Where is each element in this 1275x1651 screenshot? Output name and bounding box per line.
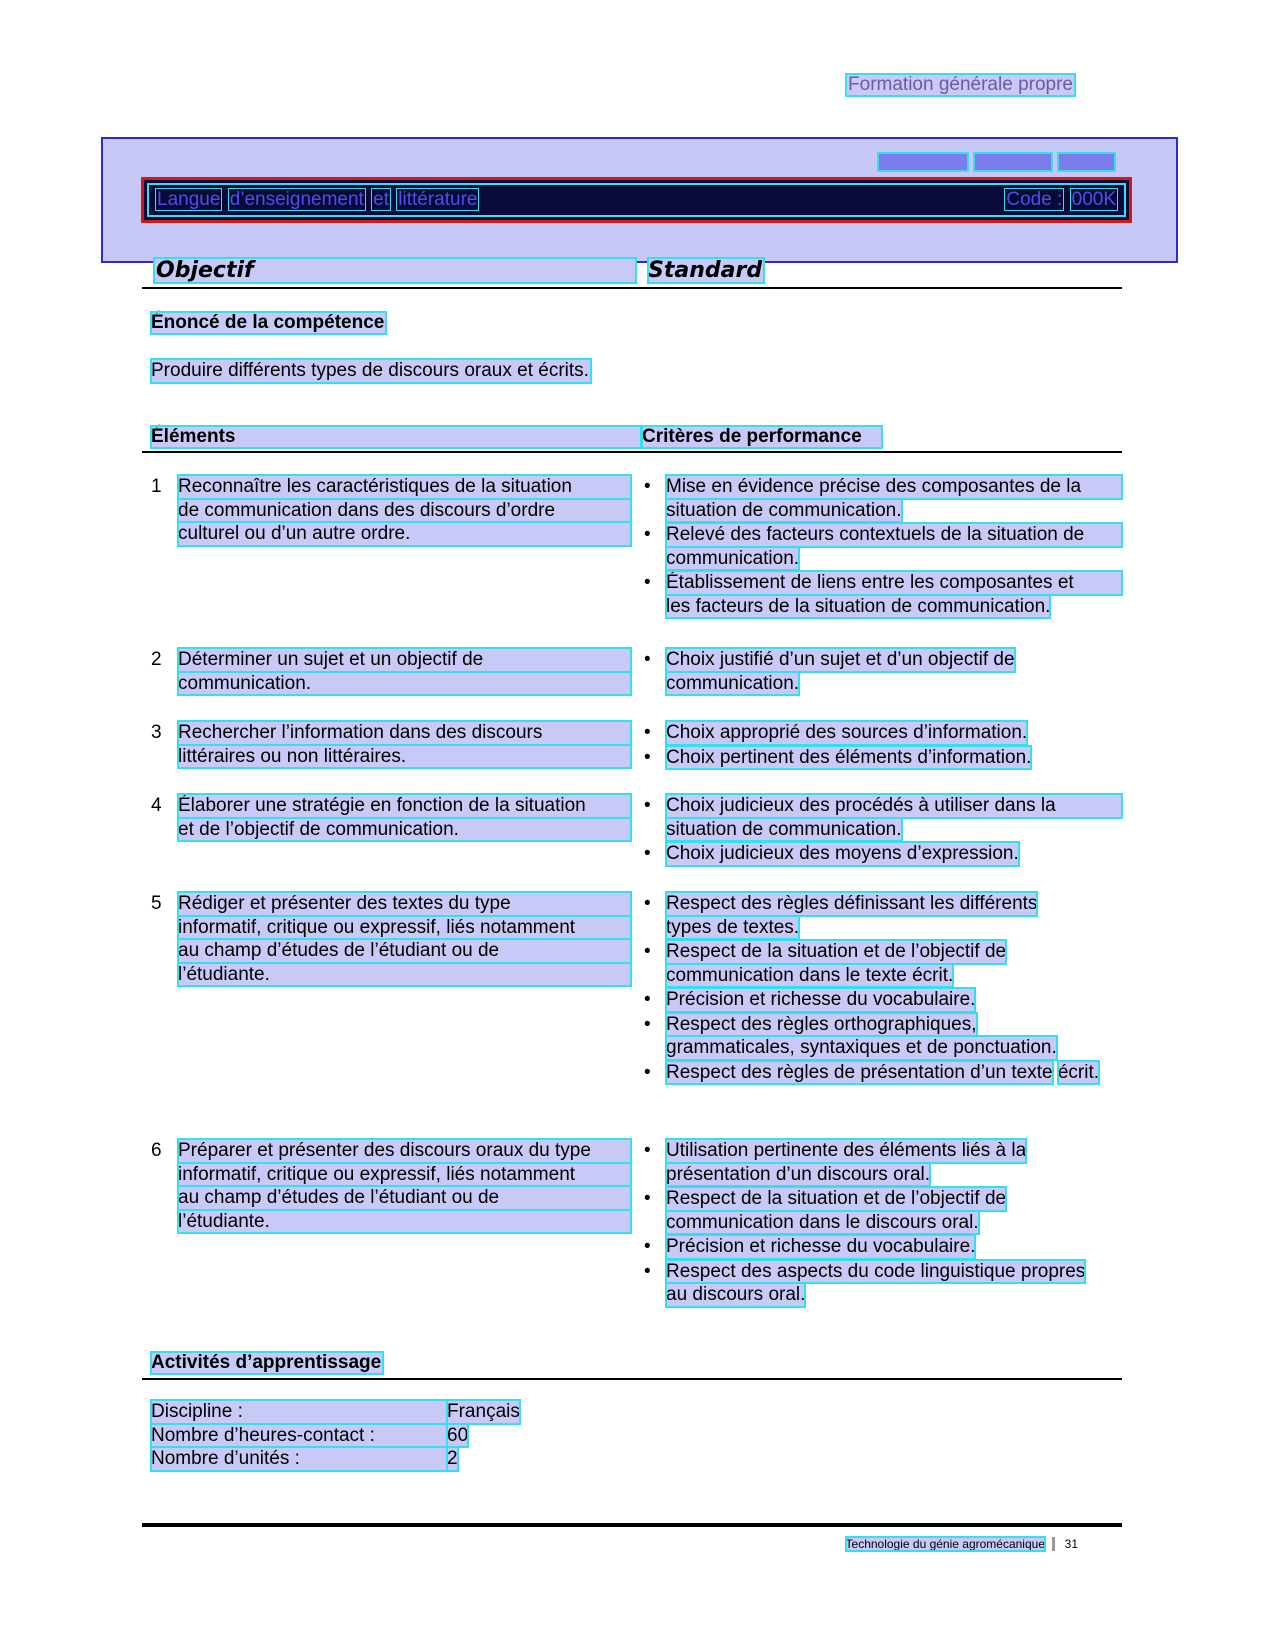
element-text: informatif, critique ou expressif, liés notamment [178,1163,631,1187]
criteria-group-6 [642,1139,1122,1308]
criterion-item [642,892,1122,939]
page-number: 31 [1052,1537,1078,1551]
divider [142,451,1122,453]
criterion-item [642,1187,1122,1234]
competence-statement: Produire différents types de discours oraux et écrits. [151,360,589,381]
criterion-text: Choix pertinent des éléments d’information. [666,746,1032,768]
criterion-text: • Mise en évidence précise des composantes de la [666,475,1122,499]
activities-heading: Activités d’apprentissage [151,1352,382,1373]
element-1 [151,475,631,546]
activity-label: Discipline : [151,1400,447,1424]
criterion-item [642,1260,1122,1307]
title-word: littérature [398,189,478,210]
element-number: 5 [151,893,162,914]
running-header: Formation générale propre [848,74,1073,95]
element-text: Préparer et présenter des discours oraux du type [178,1139,631,1163]
element-5 [151,892,631,986]
criterion-text: Utilisation pertinente des éléments liés à la [666,1140,1027,1161]
element-3 [151,721,631,768]
criterion-text: Précision et richesse du vocabulaire. [666,989,976,1010]
element-text: informatif, critique ou expressif, liés notamment [178,916,631,940]
element-6 [151,1139,631,1233]
title-bar [141,177,1132,223]
header-tab-1 [879,154,967,170]
activity-value: 60 [447,1424,469,1446]
activity-value: 2 [447,1448,458,1469]
criterion-text: Respect de la situation et de l’objectif de [666,941,1007,962]
divider [142,1378,1122,1380]
criterion-item [642,842,1122,866]
criteria-group-2 [642,648,1122,696]
standard-heading: Standard [648,258,763,283]
element-text: de communication dans des discours d’ordre [178,499,631,523]
criterion-text: • Établissement de liens entre les composantes et [666,571,1122,595]
criterion-item [642,746,1122,770]
criterion-text: communication. [666,547,800,569]
criterion-item [642,1139,1122,1186]
activity-row [151,1424,520,1448]
criterion-text: grammaticales, syntaxiques et de ponctuation. [666,1037,1057,1058]
criterion-text: communication. [666,672,800,694]
element-text: Déterminer un sujet et un objectif de [178,648,631,672]
element-text: et de l’objectif de communication. [178,818,631,842]
title-word: Langue [157,189,221,210]
activity-row [151,1400,520,1424]
element-2 [151,648,631,695]
element-text: Rechercher l’information dans des discours [178,721,631,745]
footer-text: Technologie du génie agromécanique [845,1537,1045,1551]
criterion-item [642,475,1122,522]
course-title [155,189,479,211]
criterion-text: situation de communication. [666,818,902,840]
title-word: et [373,189,389,210]
activity-row [151,1447,520,1471]
activity-label: Nombre d’heures-contact : [151,1424,447,1448]
divider [142,287,1122,289]
header-tab-3 [1059,154,1114,170]
elements-heading: Éléments [151,426,641,448]
activity-label: Nombre d’unités : [151,1447,447,1471]
criterion-text: les facteurs de la situation de communication. [666,595,1051,617]
criteria-group-5 [642,892,1122,1085]
criterion-text: Choix justifié d’un sujet et d’un objectif de [666,649,1015,670]
element-text: Rédiger et présenter des textes du type [178,892,631,916]
criterion-text: Choix judicieux des moyens d’expression. [666,843,1019,864]
element-text: Reconnaître les caractéristiques de la situation [178,475,631,499]
element-number: 2 [151,649,162,670]
course-code [1004,189,1118,211]
criterion-text: Précision et richesse du vocabulaire. [666,1236,976,1257]
element-number: 1 [151,476,162,497]
code-value: 000K [1071,189,1116,210]
criterion-text: au discours oral. [666,1284,806,1305]
criterion-text: présentation d’un discours oral. [666,1163,931,1185]
criterion-text: types de textes. [666,916,800,938]
criterion-text: situation de communication. [666,499,902,521]
criterion-text: écrit. [1057,1061,1100,1083]
criterion-text: Choix approprié des sources d’information. [666,722,1028,743]
activity-value: Français [447,1401,520,1422]
criterion-item [642,648,1122,695]
criterion-text: communication dans le texte écrit. [666,964,954,986]
criteria-group-4 [642,794,1122,867]
objective-heading: Objectif [154,258,636,283]
footer-rule [142,1523,1122,1527]
element-text: l’étudiante. [178,963,631,987]
element-text: littéraires ou non littéraires. [178,745,631,769]
criterion-item [642,1061,1122,1085]
element-text: au champ d’études de l’étudiant ou de [178,939,631,963]
criterion-item [642,721,1122,745]
criterion-text: Respect des règles de présentation d’un texte [666,1061,1053,1083]
criterion-text: Respect des règles orthographiques, [666,1013,977,1035]
title-word: d’enseignement [229,189,364,210]
element-text: culturel ou d’un autre ordre. [178,522,631,546]
criterion-text: • Choix judicieux des procédés à utiliser dans la [666,794,1122,818]
criterion-text: communication dans le discours oral. [666,1211,979,1233]
element-text: l’étudiante. [178,1210,631,1234]
element-text: au champ d’études de l’étudiant ou de [178,1186,631,1210]
criteria-heading: Critères de performance [642,426,882,448]
activities-table [151,1400,520,1471]
criteria-group-3 [642,721,1122,770]
criteria-group-1 [642,475,1122,619]
criterion-item [642,523,1122,570]
criterion-item [642,794,1122,841]
criterion-text: Respect des aspects du code linguistique propres [666,1260,1086,1282]
criterion-text: Respect de la situation et de l’objectif de [666,1188,1007,1209]
header-tab-2 [975,154,1051,170]
element-number: 4 [151,795,162,816]
criterion-item [642,940,1122,987]
criterion-item [642,1235,1122,1259]
competence-heading: Énoncé de la compétence [151,312,385,333]
criterion-text: Respect des règles définissant les différents [666,893,1038,914]
header-panel [101,137,1178,263]
criterion-item [642,1013,1122,1060]
criterion-text: • Relevé des facteurs contextuels de la situation de [666,523,1122,547]
element-number: 6 [151,1140,162,1161]
element-4 [151,794,631,841]
element-text: communication. [178,672,631,696]
criterion-item [642,571,1122,618]
element-text: Élaborer une stratégie en fonction de la situation [178,794,631,818]
criterion-item [642,988,1122,1012]
element-number: 3 [151,722,162,743]
code-label: Code : [1006,189,1063,210]
